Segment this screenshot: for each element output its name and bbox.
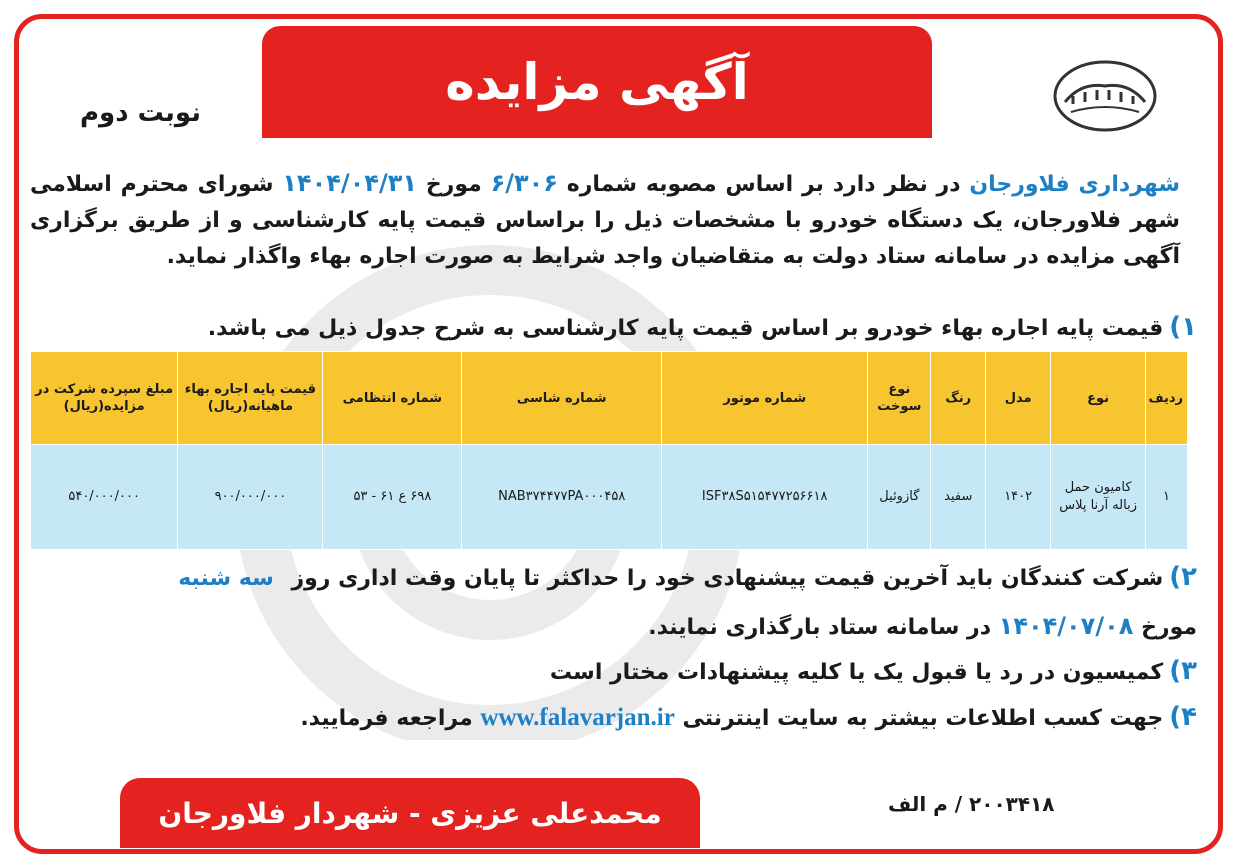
table-cell: ۱۴۰۲ [986,445,1051,550]
table-cell: ۵۴۰/۰۰۰/۰۰۰ [31,445,178,550]
item-3: ۳)کمیسیون در رد یا قبول یک یا کلیه پیشنهادات مختار است [549,656,1197,686]
item-2-date-line: مورخ ۱۴۰۴/۰۷/۰۸ در سامانه ستاد بارگذاری نمایند. [648,612,1197,640]
item-4: ۴)جهت کسب اطلاعات بیشتر به سایت اینترنتی www.falavarjan.ir مراجعه فرمایید. [300,702,1197,732]
table-cell: ISF۳۸S۵۱۵۴۷۷۲۵۶۶۱۸ [662,445,868,550]
signature-banner [120,778,700,848]
decree-date: ۱۴۰۴/۰۴/۳۱ [282,169,417,197]
decree-number: ۶/۳۰۶ [490,169,558,197]
table-header: قیمت پایه اجاره بهاء ماهیانه(ریال) [178,352,323,445]
deadline-day: سه شنبه [178,566,274,591]
table-cell: سفید [931,445,986,550]
table-cell: گازوئیل [868,445,931,550]
intro-paragraph: شهرداری فلاورجان در نظر دارد بر اساس مصوبه شماره ۶/۳۰۶ مورخ ۱۴۰۴/۰۴/۳۱ شورای محترم اسلامی شهر فلاورجان، یک دستگاه خودرو با مشخصات ذیل را براساس قیمت پایه کارشناسی و از طریق برگزاری آگهی مزایده در سامانه ستاد دولت به متقاضیان واجد شرایط به صورت اجاره بهاء واگذار نماید. [30,169,1180,269]
table-cell: کامیون حمل زباله آرنا پلاس [1051,445,1146,550]
deadline-date: ۱۴۰۴/۰۷/۰۸ [998,612,1134,640]
signature: محمدعلی عزیزی - شهردار فلاورجان [158,796,662,830]
table-cell: ۱ [1145,445,1187,550]
vehicle-table [30,351,1188,550]
municipality-logo [1051,56,1159,136]
table-cell: ۶۹۸ ع ۶۱ - ۵۳ [323,445,462,550]
table-header: مدل [986,352,1051,445]
title-banner [262,26,932,138]
org-name: شهرداری فلاورجان [969,172,1180,197]
table-header: ردیف [1145,352,1187,445]
table-header-row [31,352,1188,445]
website-link[interactable]: www.falavarjan.ir [480,704,675,731]
table-header: مبلغ سپرده شرکت در مزایده(ریال) [31,352,178,445]
item-1: ۱)قیمت پایه اجاره بهاء خودرو بر اساس قیمت پایه کارشناسی به شرح جدول ذیل می باشد. [207,312,1197,342]
item-2: ۲)شرکت کنندگان باید آخرین قیمت پیشنهادی خود را حداکثر تا پایان وقت اداری روز سه شنبه [178,562,1197,592]
table-header: شماره موتور [662,352,868,445]
table-header: شماره انتظامی [323,352,462,445]
table-header: نوع سوخت [868,352,931,445]
page-title: آگهی مزایده [445,53,749,111]
table-cell: ۹۰۰/۰۰۰/۰۰۰ [178,445,323,550]
table-row [31,445,1188,550]
table-cell: NAB۳۷۴۴۷۷PA۰۰۰۴۵۸ [462,445,662,550]
notice-code: ۲۰۰۳۴۱۸ / م الف [888,792,1055,816]
table-header: رنگ [931,352,986,445]
table-header: شماره شاسی [462,352,662,445]
round-label: نوبت دوم [80,98,201,128]
table-header: نوع [1051,352,1146,445]
